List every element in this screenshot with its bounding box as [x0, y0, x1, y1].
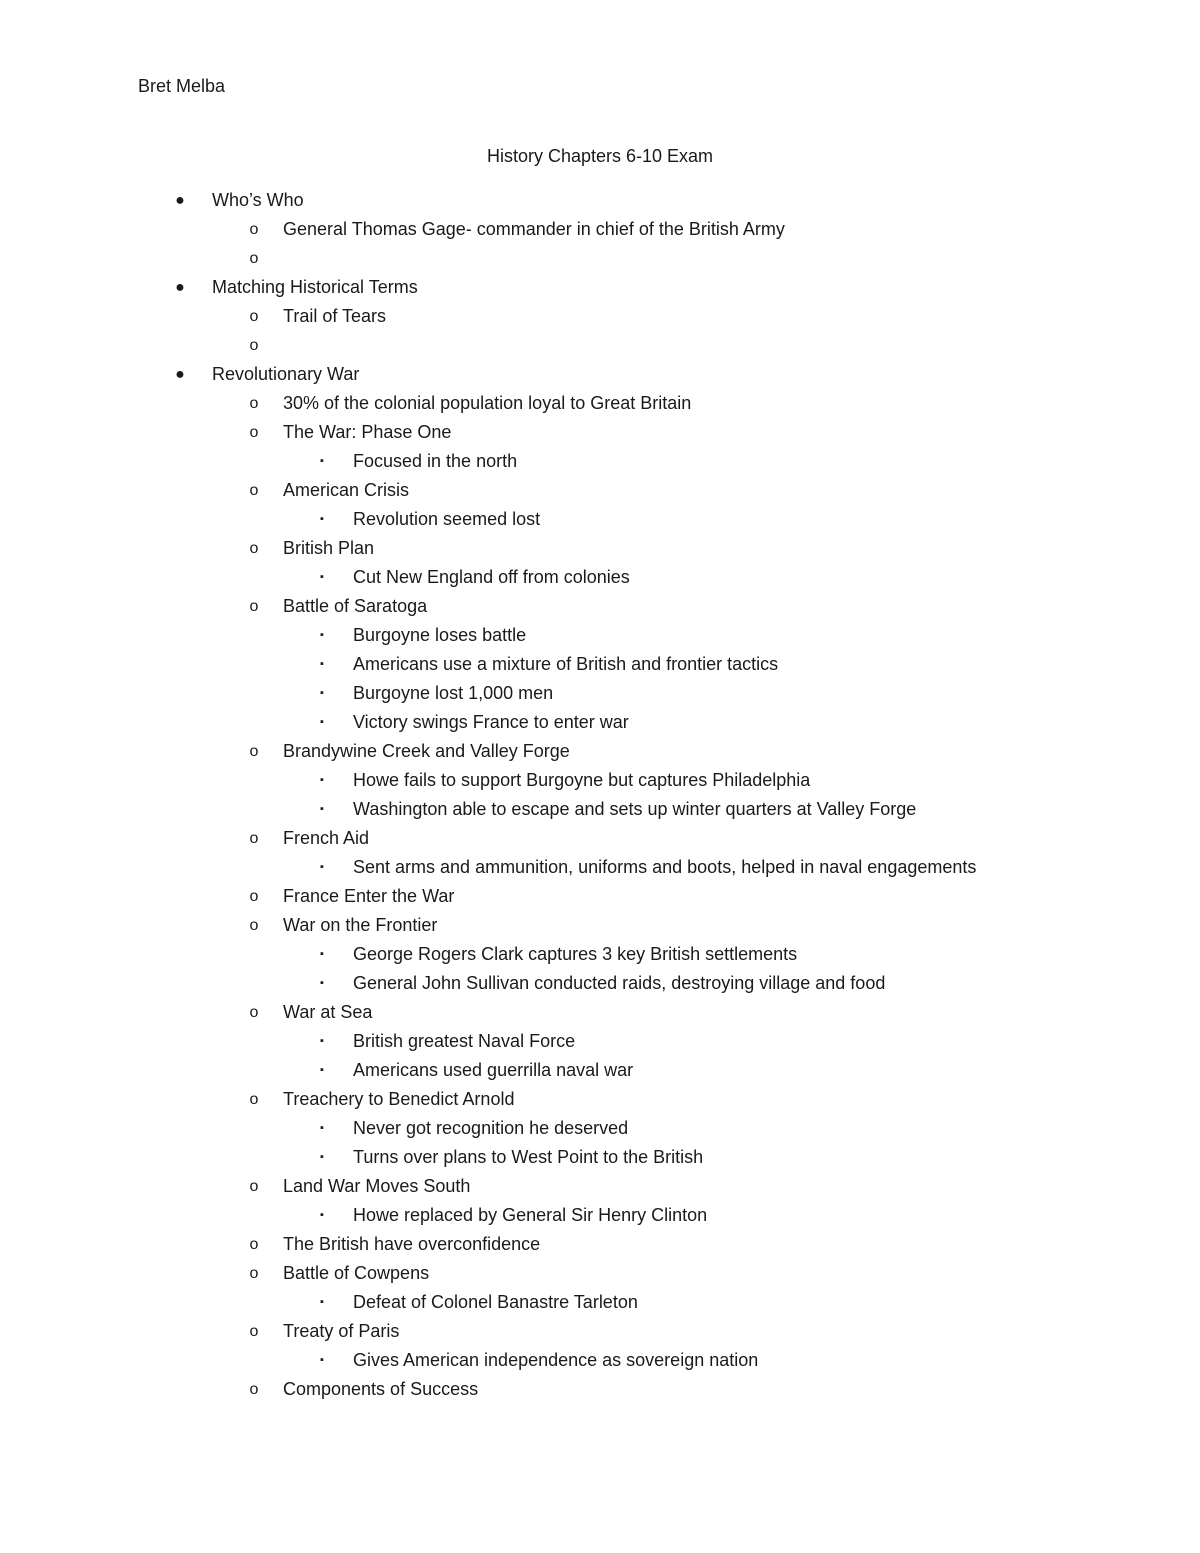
bullet-circle-icon: o: [249, 1265, 259, 1282]
outline-item-text: Washington able to escape and sets up winter quarters at Valley Forge: [353, 799, 917, 819]
outline-item-level-3: [0, 650, 1200, 679]
bullet-square-icon: ▪: [320, 513, 324, 525]
outline-item-text: Gives American independence as sovereign nation: [353, 1350, 759, 1370]
outline-item-level-3: [0, 766, 1200, 795]
outline-item-level-2: [0, 911, 1200, 940]
outline-item-level-3: [0, 1288, 1200, 1317]
outline-item-text: General Thomas Gage- commander in chief of the British Army: [283, 219, 785, 239]
bullet-square-icon: ▪: [320, 1209, 324, 1221]
outline-item-level-3: [0, 795, 1200, 824]
outline-item-level-3: [0, 1114, 1200, 1143]
bullet-circle-icon: o: [249, 888, 259, 905]
outline-item-level-3: [0, 505, 1200, 534]
outline-item-text: Brandywine Creek and Valley Forge: [283, 741, 570, 761]
outline-item-level-2: [0, 534, 1200, 563]
bullet-circle-icon: o: [249, 308, 259, 325]
outline-item-text: Matching Historical Terms: [212, 277, 418, 297]
outline-item-text: American Crisis: [283, 480, 410, 500]
outline-item-text: Howe replaced by General Sir Henry Clinton: [353, 1205, 708, 1225]
outline-item-text: War at Sea: [283, 1002, 373, 1022]
page-title: History Chapters 6-10 Exam: [486, 146, 714, 166]
bullet-circle-icon: o: [249, 598, 259, 615]
bullet-circle-icon: o: [249, 250, 259, 267]
outline-item-level-2: [0, 737, 1200, 766]
outline-item-text: The British have overconfidence: [283, 1234, 541, 1254]
bullet-square-icon: ▪: [320, 1296, 324, 1308]
outline-item-level-1: [0, 273, 1200, 302]
outline-item-text: Who’s Who: [212, 190, 304, 210]
outline-item-text: Sent arms and ammunition, uniforms and boots, helped in naval engagements: [353, 857, 977, 877]
outline-item-text: Revolutionary War: [212, 364, 360, 384]
outline-item-text: General John Sullivan conducted raids, destroying village and food: [353, 973, 886, 993]
bullet-circle-icon: o: [249, 1381, 259, 1398]
outline-item-text: War on the Frontier: [283, 915, 438, 935]
bullet-square-icon: ▪: [320, 1035, 324, 1047]
outline-item-level-1: [0, 186, 1200, 215]
bullet-square-icon: ▪: [320, 1151, 324, 1163]
bullet-square-icon: ▪: [320, 861, 324, 873]
outline-item-level-2: [0, 882, 1200, 911]
bullet-square-icon: ▪: [320, 1064, 324, 1076]
bullet-square-icon: ▪: [320, 658, 324, 670]
bullet-square-icon: ▪: [320, 948, 324, 960]
outline-item-level-3: [0, 853, 1200, 882]
bullet-dot-icon: ●: [175, 279, 185, 296]
outline-item-level-3: [0, 1201, 1200, 1230]
outline-item-level-2: [0, 1085, 1200, 1114]
bullet-square-icon: ▪: [320, 803, 324, 815]
outline-item-text: Never got recognition he deserved: [353, 1118, 629, 1138]
outline-item-text: Treachery to Benedict Arnold: [283, 1089, 515, 1109]
outline-item-level-2: [0, 215, 1200, 244]
bullet-dot-icon: ●: [175, 192, 185, 209]
bullet-square-icon: ▪: [320, 977, 324, 989]
outline-item-level-2: [0, 1317, 1200, 1346]
outline-item-level-2: [0, 1375, 1200, 1404]
outline-item-level-2: [0, 331, 1200, 360]
outline-item-level-2: [0, 1230, 1200, 1259]
outline-item-text: Burgoyne lost 1,000 men: [353, 683, 554, 703]
outline-item-level-2: [0, 824, 1200, 853]
outline-item-text: Americans use a mixture of British and frontier tactics: [353, 654, 779, 674]
bullet-circle-icon: o: [249, 337, 259, 354]
bullet-circle-icon: o: [249, 1091, 259, 1108]
bullet-circle-icon: o: [249, 1236, 259, 1253]
outline-item-level-3: [0, 1346, 1200, 1375]
bullet-square-icon: ▪: [320, 687, 324, 699]
outline-item-level-2: [0, 592, 1200, 621]
outline-item-level-2: [0, 1259, 1200, 1288]
bullet-square-icon: ▪: [320, 1354, 324, 1366]
outline-item-level-3: [0, 447, 1200, 476]
outline-item-level-2: [0, 302, 1200, 331]
outline-item-text: Defeat of Colonel Banastre Tarleton: [353, 1292, 638, 1312]
bullet-circle-icon: o: [249, 917, 259, 934]
outline-item-text: Cut New England off from colonies: [353, 567, 630, 587]
bullet-circle-icon: o: [249, 1004, 259, 1021]
bullet-circle-icon: o: [249, 743, 259, 760]
bullet-square-icon: ▪: [320, 716, 324, 728]
bullet-square-icon: ▪: [320, 629, 324, 641]
outline-item-text: Howe fails to support Burgoyne but captures Philadelphia: [353, 770, 811, 790]
outline-item-level-3: [0, 708, 1200, 737]
bullet-square-icon: ▪: [320, 455, 324, 467]
bullet-circle-icon: o: [249, 424, 259, 441]
outline-item-text: Battle of Saratoga: [283, 596, 428, 616]
outline-item-text: Treaty of Paris: [283, 1321, 400, 1341]
outline-item-text: Victory swings France to enter war: [353, 712, 629, 732]
exam-outline: [0, 186, 1200, 1404]
outline-item-level-1: [0, 360, 1200, 389]
bullet-circle-icon: o: [249, 482, 259, 499]
bullet-circle-icon: o: [249, 1323, 259, 1340]
outline-item-level-3: [0, 1056, 1200, 1085]
outline-item-text: France Enter the War: [283, 886, 455, 906]
bullet-square-icon: ▪: [320, 1122, 324, 1134]
bullet-dot-icon: ●: [175, 366, 185, 383]
outline-item-text: Focused in the north: [353, 451, 518, 471]
outline-item-level-2: [0, 476, 1200, 505]
outline-item-level-2: [0, 998, 1200, 1027]
outline-item-text: British greatest Naval Force: [353, 1031, 576, 1051]
outline-item-level-2: [0, 244, 1200, 273]
outline-item-level-3: [0, 940, 1200, 969]
outline-item-text: Americans used guerrilla naval war: [353, 1060, 634, 1080]
bullet-circle-icon: o: [249, 395, 259, 412]
outline-item-text: Revolution seemed lost: [353, 509, 541, 529]
outline-item-level-3: [0, 563, 1200, 592]
bullet-circle-icon: o: [249, 1178, 259, 1195]
outline-item-text: The War: Phase One: [283, 422, 452, 442]
bullet-square-icon: ▪: [320, 774, 324, 786]
outline-item-level-2: [0, 418, 1200, 447]
outline-item-level-3: [0, 621, 1200, 650]
author-name: Bret Melba: [138, 76, 226, 96]
outline-item-text: 30% of the colonial population loyal to Great Britain: [283, 393, 692, 413]
outline-item-text: Land War Moves South: [283, 1176, 471, 1196]
outline-item-text: Burgoyne loses battle: [353, 625, 527, 645]
outline-item-text: British Plan: [283, 538, 375, 558]
outline-item-level-3: [0, 969, 1200, 998]
outline-item-text: Components of Success: [283, 1379, 479, 1399]
outline-item-text: Turns over plans to West Point to the British: [353, 1147, 704, 1167]
outline-item-level-3: [0, 679, 1200, 708]
outline-item-text: George Rogers Clark captures 3 key British settlements: [353, 944, 798, 964]
outline-item-level-3: [0, 1027, 1200, 1056]
outline-item-text: Battle of Cowpens: [283, 1263, 430, 1283]
outline-item-level-2: [0, 1172, 1200, 1201]
outline-item-level-3: [0, 1143, 1200, 1172]
bullet-square-icon: ▪: [320, 571, 324, 583]
bullet-circle-icon: o: [249, 221, 259, 238]
bullet-circle-icon: o: [249, 830, 259, 847]
outline-item-text: French Aid: [283, 828, 370, 848]
bullet-circle-icon: o: [249, 540, 259, 557]
outline-item-level-2: [0, 389, 1200, 418]
outline-item-text: Trail of Tears: [283, 306, 387, 326]
